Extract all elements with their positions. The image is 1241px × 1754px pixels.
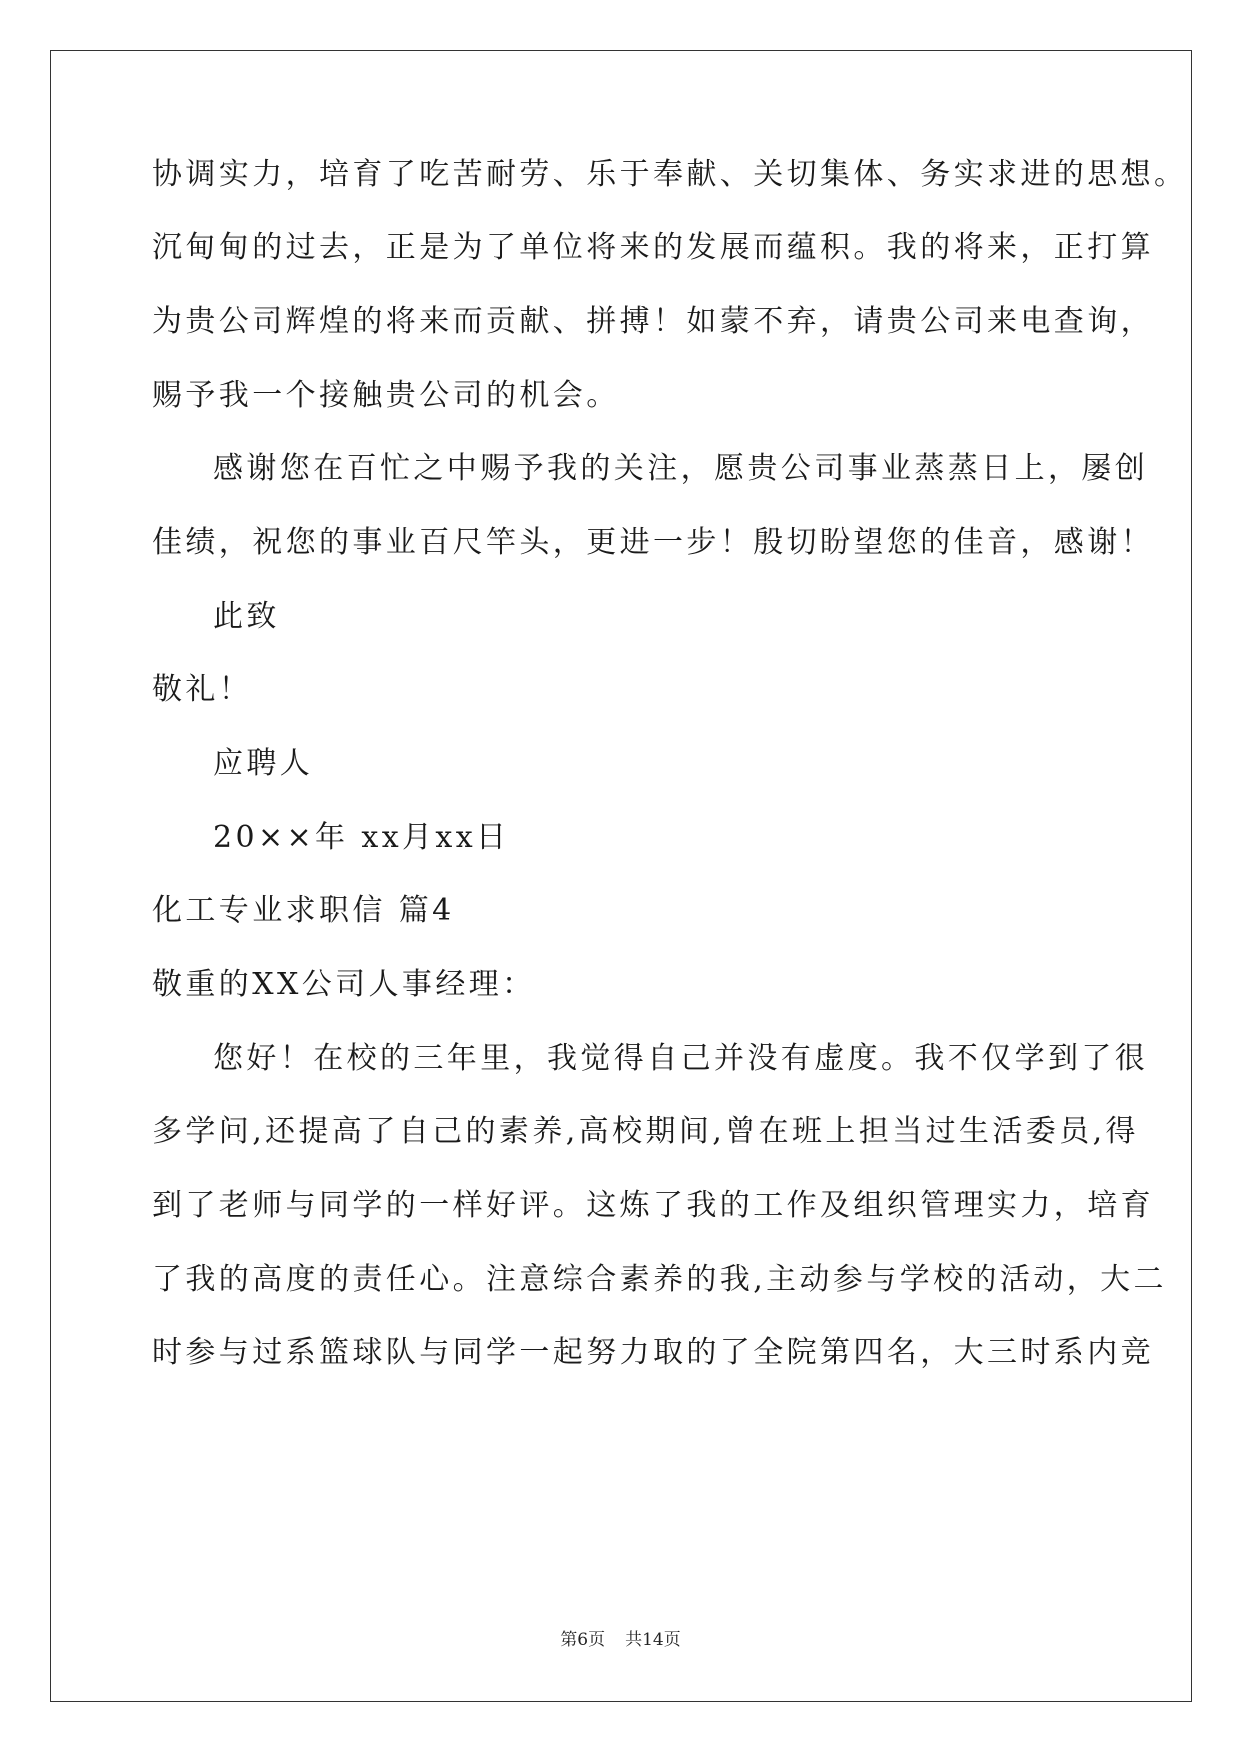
- text-line-16: 了我的高度的责任心。注意综合素养的我,主动参与学校的活动，大二: [152, 1262, 1167, 1297]
- text-line-1: 协调实力，培育了吃苦耐劳、乐于奉献、关切集体、务实求进的思想。: [152, 157, 1188, 192]
- text-line-3: 为贵公司辉煌的将来而贡献、拼搏！如蒙不弃，请贵公司来电查询，: [152, 304, 1154, 339]
- page-border: [50, 50, 1192, 1702]
- text-line-2: 沉甸甸的过去，正是为了单位将来的发展而蕴积。我的将来，正打算: [152, 230, 1154, 265]
- text-line-15: 到了老师与同学的一样好评。这炼了我的工作及组织管理实力，培育: [152, 1188, 1154, 1223]
- section-heading: 化工专业求职信 篇4: [152, 893, 455, 928]
- signature-label: 应聘人: [213, 746, 314, 781]
- text-line-14: 多学问,还提高了自己的素养,高校期间,曾在班上担当过生活委员,得: [152, 1114, 1139, 1149]
- letter-greeting: 敬重的XX公司人事经理：: [152, 967, 536, 1002]
- page-number: 第6页: [560, 1630, 606, 1650]
- text-line-5: 感谢您在百忙之中赐予我的关注，愿贵公司事业蒸蒸日上，屡创: [213, 451, 1149, 486]
- text-line-4: 赐予我一个接触贵公司的机会。: [152, 378, 620, 413]
- page-footer: [0, 1625, 1241, 1650]
- text-line-13: 您好！在校的三年里，我觉得自己并没有虚度。我不仅学到了很: [213, 1041, 1149, 1076]
- date-line: 20××年 xx月xx日: [213, 820, 510, 855]
- text-line-17: 时参与过系篮球队与同学一起努力取的了全院第四名，大三时系内竞: [152, 1335, 1154, 1370]
- closing-regards: 敬礼！: [152, 672, 253, 707]
- total-pages: 共14页: [625, 1630, 681, 1650]
- closing-salutation: 此致: [213, 599, 280, 634]
- text-line-6: 佳绩，祝您的事业百尺竿头，更进一步！殷切盼望您的佳音，感谢！: [152, 525, 1154, 560]
